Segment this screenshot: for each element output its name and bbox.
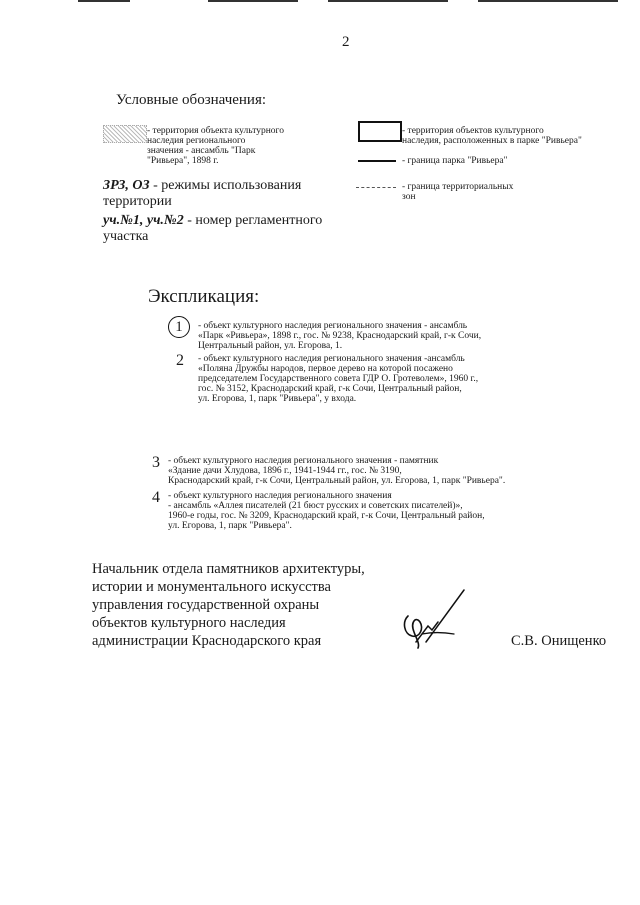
- legend-modes: ЗРЗ, ОЗ - режимы использования территории: [103, 178, 302, 209]
- legend-item-park-objects: - территория объектов культурного наследия, расположенных в парке "Ривьера": [402, 126, 582, 146]
- legend-title: Условные обозначения:: [116, 92, 267, 108]
- explication-number-2: 2: [176, 352, 184, 369]
- handwritten-signature: [398, 582, 472, 656]
- rectangle-outline-symbol: [358, 121, 402, 142]
- top-edge-lines: [78, 0, 618, 3]
- hatched-area-symbol: [103, 125, 147, 143]
- explication-number-4: 4: [152, 489, 160, 506]
- modes-codes: ЗРЗ, ОЗ: [103, 178, 150, 193]
- signatory-name: С.В. Онищенко: [511, 633, 607, 649]
- explication-number-1: 1: [168, 316, 190, 338]
- dashed-line-symbol: [356, 187, 396, 188]
- explication-item-1: - объект культурного наследия регионального значения - ансамбль «Парк «Ривьера», 1898 г., гос. № 9238, Краснодарский край, г-к Сочи, Центральный район, ул. Егорова, 1.: [198, 321, 482, 351]
- legend-item-park-boundary: - граница парка "Ривьера": [402, 156, 508, 166]
- legend-item-zone-boundary: - граница территориальных зон: [402, 182, 514, 202]
- page-number: 2: [342, 34, 350, 50]
- explication-number-3: 3: [152, 454, 160, 471]
- explication-title: Экспликация:: [148, 286, 260, 307]
- explication-item-4: - объект культурного наследия регионального значения - ансамбль «Аллея писателей (21 бюст русских и советских писателей)», 1960-е годы, гос. № 3209, Краснодарский край, г-к Сочи, Центральный район, ул. Егорова, 1, парк "Ривьера".: [168, 491, 485, 531]
- explication-item-3: - объект культурного наследия регионального значения - памятник «Здание дачи Хлудова, 1896 г., 1941-1944 гг., гос. № 3190, Краснодарский край, г-к Сочи, Центральный район, ул. Егорова, 1, парк "Ривьера".: [168, 456, 506, 486]
- legend-item-object-territory: - территория объекта культурного наследия регионального значения - ансамбль "Парк "Ривьера", 1898 г.: [147, 126, 284, 166]
- explication-item-2: - объект культурного наследия регионального значения -ансамбль «Поляна Дружбы народов, первое дерево на которой посажено председателем Государственного совета ГДР О. Гротеволем», 1960 г., гос. № 3152, Краснодарский край, г-к Сочи, Центральный район, ул. Егорова, 1, парк "Ривьера", у входа.: [198, 354, 479, 404]
- legend-plots: уч.№1, уч.№2 - номер регламентного участка: [103, 213, 323, 244]
- signatory-position: Начальник отдела памятников архитектуры, истории и монументального искусства управления государственной охраны объектов культурного наследия администрации Краснодарского края: [92, 561, 365, 649]
- plots-codes: уч.№1, уч.№2: [103, 213, 184, 228]
- solid-line-symbol: [358, 160, 396, 162]
